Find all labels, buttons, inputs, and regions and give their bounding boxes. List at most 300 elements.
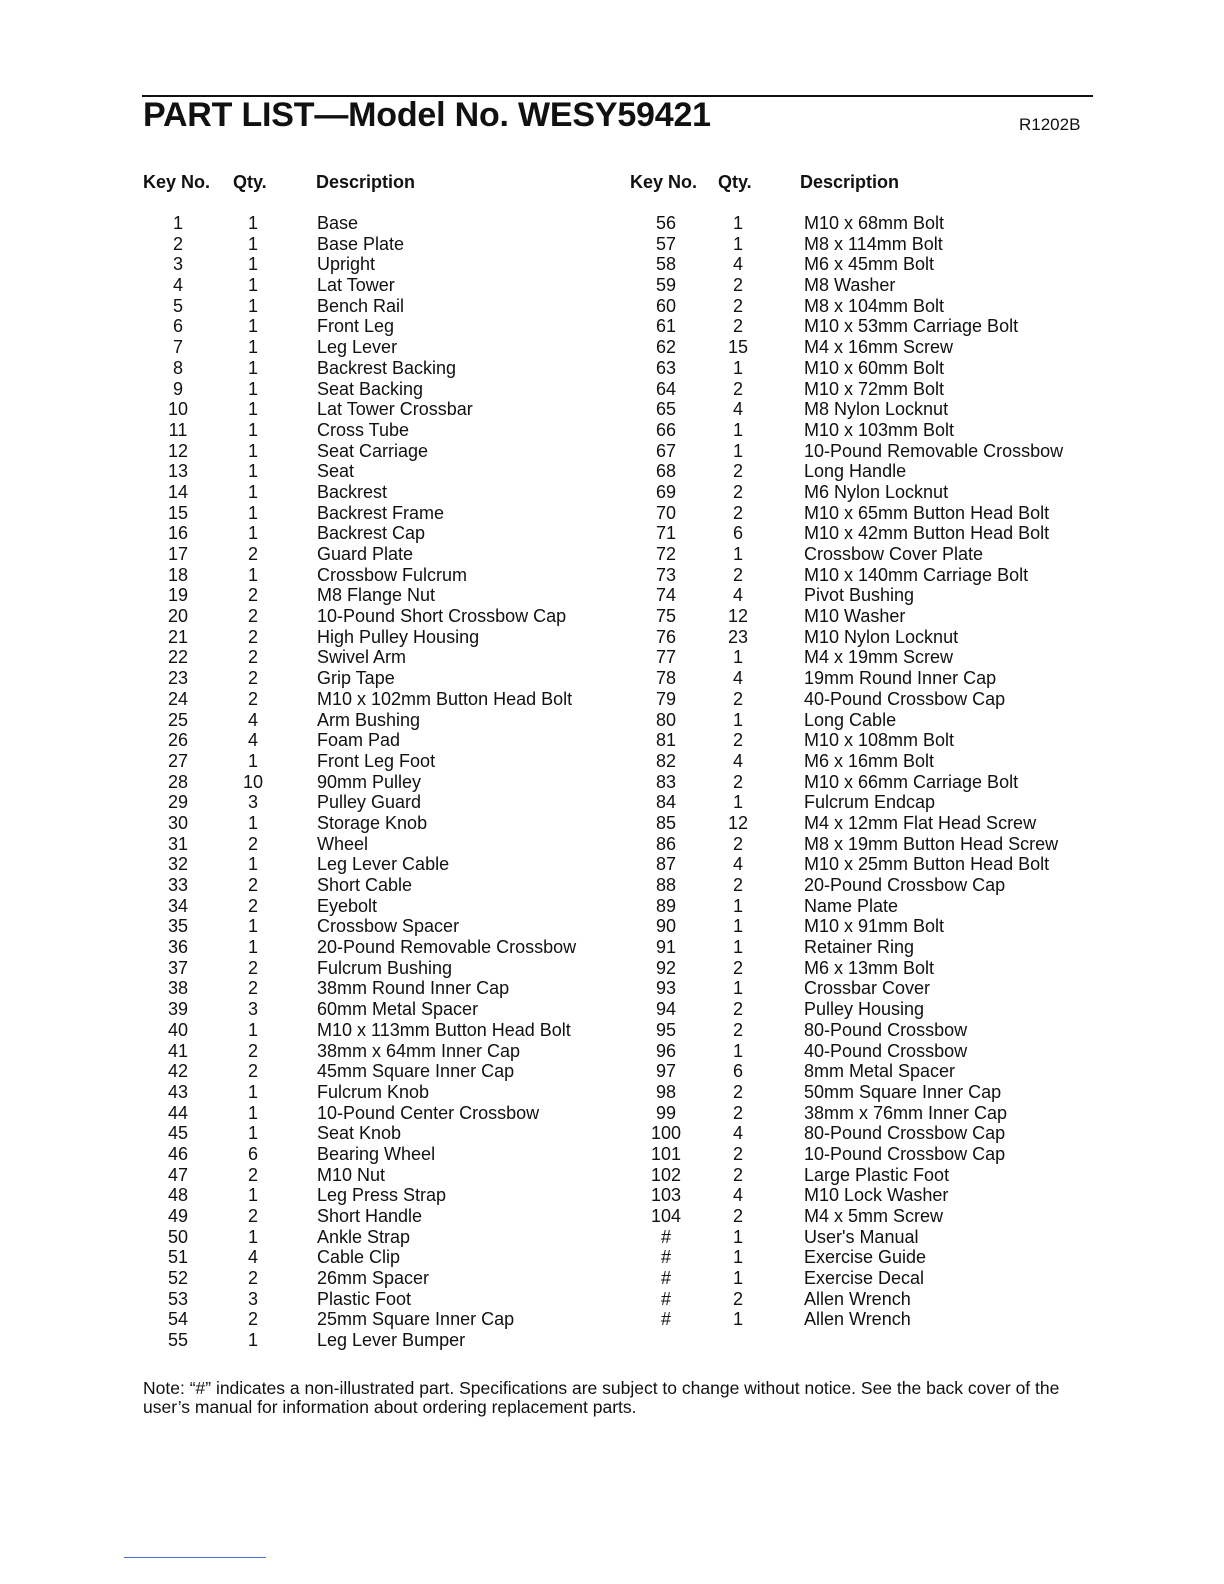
part-quantity: 2 [247, 1206, 258, 1226]
part-quantity: 2 [247, 647, 258, 668]
part-quantity: 2 [247, 1309, 258, 1330]
part-description: M10 x 60mm Bolt [804, 357, 945, 378]
part-quantity: 1 [732, 937, 743, 958]
right-key-header: Key No. [630, 172, 698, 192]
part-quantity: 1 [732, 1226, 743, 1247]
part-key-number: 68 [655, 461, 677, 482]
part-key-number: 79 [655, 688, 677, 709]
part-quantity: 2 [732, 378, 743, 399]
part-key-number: 97 [655, 1061, 677, 1082]
part-quantity: 4 [732, 585, 743, 606]
part-quantity: 4 [732, 750, 743, 771]
part-quantity: 1 [732, 1268, 743, 1289]
part-description: M10 x 91mm Bolt [804, 916, 945, 937]
part-quantity: 2 [732, 957, 743, 978]
part-key-number: 90 [655, 916, 677, 937]
part-quantity: 1 [247, 481, 258, 502]
part-description: M8 Nylon Locknut [804, 399, 949, 420]
part-quantity: 2 [732, 564, 743, 585]
part-key-number: # [660, 1309, 671, 1330]
part-key-number: 49 [167, 1206, 189, 1226]
part-description: 20-Pound Removable Crossbow [317, 937, 577, 958]
part-description: 10-Pound Short Crossbow Cap [317, 606, 567, 627]
part-key-number: 41 [167, 1040, 189, 1061]
part-key-number: 40 [167, 1019, 189, 1040]
part-key-number: 26 [167, 730, 189, 751]
part-quantity: 2 [247, 606, 258, 627]
part-key-number: 88 [655, 875, 677, 895]
part-quantity: 1 [732, 978, 743, 999]
part-key-number: 72 [655, 544, 677, 564]
part-description: Swivel Arm [317, 647, 407, 668]
part-description: M8 x 114mm Bolt [804, 233, 943, 254]
part-description: Crossbow Fulcrum [317, 564, 468, 585]
part-description: Fulcrum Endcap [804, 792, 936, 813]
part-key-number: 56 [655, 213, 677, 233]
part-description: Fulcrum Bushing [317, 957, 453, 978]
part-key-number: 7 [172, 337, 183, 358]
part-quantity: 2 [247, 1040, 258, 1061]
part-key-number: 103 [650, 1185, 682, 1206]
part-key-number: 58 [655, 254, 677, 275]
part-key-number: 43 [167, 1081, 189, 1102]
part-description: Name Plate [804, 895, 899, 916]
part-quantity: 2 [247, 688, 258, 709]
part-description: High Pulley Housing [317, 626, 480, 647]
part-quantity: 2 [247, 875, 258, 895]
part-key-number: 19 [167, 585, 189, 606]
part-description: M10 Lock Washer [804, 1185, 949, 1206]
part-key-number: 42 [167, 1061, 189, 1082]
part-quantity: 4 [732, 668, 743, 689]
part-description: Seat Knob [317, 1123, 402, 1144]
part-quantity: 1 [247, 1226, 258, 1247]
part-description: M10 x 140mm Carriage Bolt [804, 564, 1029, 585]
part-quantity: 1 [247, 1330, 258, 1351]
part-description: Backrest Backing [317, 357, 457, 378]
part-description: M8 x 19mm Button Head Screw [804, 833, 1059, 854]
part-description: M6 x 13mm Bolt [804, 957, 935, 978]
part-description: Eyebolt [317, 895, 378, 916]
part-description: 38mm x 76mm Inner Cap [804, 1102, 1008, 1123]
part-key-number: # [660, 1288, 671, 1309]
part-description: M10 x 68mm Bolt [804, 213, 945, 233]
part-quantity: 10 [242, 771, 264, 792]
part-quantity: 2 [247, 957, 258, 978]
part-description: Leg Lever [317, 337, 398, 358]
part-description: 60mm Metal Spacer [317, 999, 479, 1020]
part-quantity: 2 [732, 295, 743, 316]
part-quantity: 1 [247, 1102, 258, 1123]
part-description: M10 Nylon Locknut [804, 626, 959, 647]
part-quantity: 1 [247, 254, 258, 275]
part-key-number: 5 [172, 295, 183, 316]
part-key-number: 27 [167, 750, 189, 771]
part-key-number: 53 [167, 1288, 189, 1309]
part-quantity: 15 [727, 337, 749, 358]
part-key-number: 36 [167, 937, 189, 958]
part-quantity: 1 [247, 461, 258, 482]
part-quantity: 2 [732, 1143, 743, 1164]
part-description: Pivot Bushing [804, 585, 915, 606]
part-quantity: 3 [247, 999, 258, 1020]
part-key-number: 30 [167, 812, 189, 833]
part-description: 90mm Pulley [317, 771, 422, 792]
part-key-number: 17 [167, 544, 189, 564]
part-quantity: 2 [732, 833, 743, 854]
part-quantity: 2 [732, 481, 743, 502]
part-description: Storage Knob [317, 812, 428, 833]
part-description: Crossbar Cover [804, 978, 931, 999]
part-quantity: 4 [732, 254, 743, 275]
part-key-number: 80 [655, 709, 677, 730]
part-key-number: # [660, 1247, 671, 1268]
part-key-number: 28 [167, 771, 189, 792]
part-description: 80-Pound Crossbow Cap [804, 1123, 1006, 1144]
part-key-number: 86 [655, 833, 677, 854]
page-title: PART LIST—Model No. WESY59421 [143, 96, 711, 134]
part-quantity: 3 [247, 792, 258, 813]
part-description: M10 x 66mm Carriage Bolt [804, 771, 1019, 792]
part-key-number: 33 [167, 875, 189, 895]
part-quantity: 12 [727, 606, 749, 627]
part-description: 20-Pound Crossbow Cap [804, 875, 1006, 895]
part-quantity: 4 [247, 1247, 258, 1268]
part-quantity: 2 [732, 1206, 743, 1226]
part-quantity: 23 [727, 626, 749, 647]
part-key-number: 52 [167, 1268, 189, 1289]
part-key-number: 13 [167, 461, 189, 482]
part-description: 10-Pound Removable Crossbow [804, 440, 1064, 461]
part-quantity: 1 [247, 523, 258, 544]
part-description: User's Manual [804, 1226, 919, 1247]
part-description: M10 x 65mm Button Head Bolt [804, 502, 1050, 523]
part-quantity: 1 [247, 213, 258, 233]
part-key-number: 59 [655, 275, 677, 296]
part-description: Retainer Ring [804, 937, 915, 958]
part-quantity: 3 [247, 1288, 258, 1309]
part-description: 19mm Round Inner Cap [804, 668, 997, 689]
part-quantity: 1 [247, 502, 258, 523]
part-description: M8 x 104mm Bolt [804, 295, 945, 316]
part-key-number: 73 [655, 564, 677, 585]
part-key-number: 31 [167, 833, 189, 854]
part-quantity: 2 [732, 999, 743, 1020]
part-quantity: 1 [247, 357, 258, 378]
part-key-number: 29 [167, 792, 189, 813]
part-quantity: 1 [732, 792, 743, 813]
part-quantity: 4 [732, 1123, 743, 1144]
part-key-number: 9 [172, 378, 183, 399]
part-description: M6 x 45mm Bolt [804, 254, 935, 275]
part-description: M6 x 16mm Bolt [804, 750, 935, 771]
part-description: Seat [317, 461, 355, 482]
part-key-number: 4 [172, 275, 183, 296]
part-description: Allen Wrench [804, 1309, 911, 1330]
part-quantity: 2 [247, 668, 258, 689]
part-key-number: 47 [167, 1164, 189, 1185]
part-key-number: 75 [655, 606, 677, 627]
part-key-number: 98 [655, 1081, 677, 1102]
part-description: 40-Pound Crossbow [804, 1040, 968, 1061]
part-key-number: 37 [167, 957, 189, 978]
footnote: Note: “#” indicates a non-illustrated part. Specifications are subject to change without notice. See the back cover of the user’s manual for information about ordering replacement parts. [143, 1378, 1060, 1417]
part-description: 25mm Square Inner Cap [317, 1309, 515, 1330]
part-description: M4 x 16mm Screw [804, 337, 954, 358]
part-key-number: 95 [655, 1019, 677, 1040]
part-key-number: 61 [655, 316, 677, 337]
part-quantity: 2 [732, 730, 743, 751]
part-description: Lat Tower Crossbar [317, 399, 473, 420]
part-quantity: 1 [247, 275, 258, 296]
part-description: Long Cable [804, 709, 897, 730]
part-description: Front Leg Foot [317, 750, 436, 771]
part-description: M10 x 72mm Bolt [804, 378, 945, 399]
part-quantity: 2 [247, 978, 258, 999]
left-qty-header: Qty. [233, 172, 267, 192]
part-key-number: 20 [167, 606, 189, 627]
part-key-number: 10 [167, 399, 189, 420]
part-description: Upright [317, 254, 376, 275]
part-quantity: 2 [247, 895, 258, 916]
part-description: M6 Nylon Locknut [804, 481, 949, 502]
part-description: M10 x 108mm Bolt [804, 730, 955, 751]
part-description: 80-Pound Crossbow [804, 1019, 968, 1040]
part-quantity: 1 [247, 750, 258, 771]
part-quantity: 1 [732, 233, 743, 254]
part-key-number: 6 [172, 316, 183, 337]
part-description: Base Plate [317, 233, 405, 254]
part-quantity: 2 [732, 771, 743, 792]
part-key-number: 14 [167, 481, 189, 502]
part-key-number: 93 [655, 978, 677, 999]
part-description: Grip Tape [317, 668, 395, 689]
part-key-number: 70 [655, 502, 677, 523]
part-key-number: 48 [167, 1185, 189, 1206]
part-description: 45mm Square Inner Cap [317, 1061, 515, 1082]
part-key-number: 32 [167, 854, 189, 875]
part-quantity: 4 [247, 730, 258, 751]
part-key-number: 81 [655, 730, 677, 751]
part-key-number: 11 [168, 419, 188, 440]
part-description: M8 Flange Nut [317, 585, 436, 606]
part-description: Short Cable [317, 875, 413, 895]
part-description: Short Handle [317, 1206, 423, 1226]
part-description: Ankle Strap [317, 1226, 411, 1247]
part-quantity: 2 [247, 626, 258, 647]
part-quantity: 2 [247, 1061, 258, 1082]
part-description: Crossbow Cover Plate [804, 544, 984, 564]
part-key-number: 102 [650, 1164, 682, 1185]
part-quantity: 1 [732, 1247, 743, 1268]
part-key-number: 63 [655, 357, 677, 378]
part-quantity: 6 [732, 523, 743, 544]
part-description: Exercise Guide [804, 1247, 927, 1268]
part-quantity: 1 [247, 440, 258, 461]
part-description: Backrest [317, 481, 388, 502]
part-description: M10 x 113mm Button Head Bolt [317, 1019, 571, 1040]
part-quantity: 2 [732, 1288, 743, 1309]
part-quantity: 1 [732, 213, 743, 233]
part-quantity: 4 [732, 854, 743, 875]
part-quantity: 1 [247, 233, 258, 254]
part-quantity: 4 [732, 399, 743, 420]
part-description: M10 Washer [804, 606, 906, 627]
part-key-number: 78 [655, 668, 677, 689]
part-key-number: 35 [167, 916, 189, 937]
part-key-number: 57 [655, 233, 677, 254]
part-description: Base [317, 213, 359, 233]
part-description: 38mm Round Inner Cap [317, 978, 510, 999]
right-qty-header: Qty. [718, 172, 752, 192]
part-quantity: 2 [732, 1164, 743, 1185]
part-description: 26mm Spacer [317, 1268, 430, 1289]
part-quantity: 2 [247, 544, 258, 564]
right-description-header: Description [800, 172, 900, 192]
part-quantity: 1 [732, 709, 743, 730]
part-quantity: 1 [247, 1185, 258, 1206]
part-description: M10 x 25mm Button Head Bolt [804, 854, 1050, 875]
part-key-number: 22 [167, 647, 189, 668]
part-quantity: 4 [732, 1185, 743, 1206]
part-key-number: 92 [655, 957, 677, 978]
part-quantity: 1 [247, 295, 258, 316]
part-quantity: 1 [732, 647, 743, 668]
bottom-rule [124, 1557, 266, 1558]
part-description: M4 x 5mm Screw [804, 1206, 944, 1226]
part-key-number: 16 [167, 523, 189, 544]
part-key-number: 101 [650, 1143, 682, 1164]
part-key-number: 91 [655, 937, 677, 958]
part-description: M10 x 53mm Carriage Bolt [804, 316, 1019, 337]
part-quantity: 1 [732, 544, 743, 564]
part-quantity: 6 [732, 1061, 743, 1082]
part-key-number: # [660, 1226, 671, 1247]
part-key-number: 25 [167, 709, 189, 730]
part-quantity: 1 [247, 916, 258, 937]
part-description: Exercise Decal [804, 1268, 925, 1289]
part-description: Seat Backing [317, 378, 424, 399]
part-description: 10-Pound Center Crossbow [317, 1102, 540, 1123]
left-description-header: Description [316, 172, 416, 192]
part-description: Leg Lever Bumper [317, 1330, 466, 1351]
part-description: Long Handle [804, 461, 907, 482]
part-key-number: 24 [167, 688, 189, 709]
part-key-number: 34 [167, 895, 189, 916]
part-quantity: 1 [247, 1123, 258, 1144]
part-description: M4 x 12mm Flat Head Screw [804, 812, 1037, 833]
part-quantity: 1 [247, 419, 258, 440]
part-description: M8 Washer [804, 275, 896, 296]
part-key-number: 94 [655, 999, 677, 1020]
part-quantity: 1 [247, 1019, 258, 1040]
part-key-number: 89 [655, 895, 677, 916]
part-key-number: 12 [167, 440, 189, 461]
part-key-number: 46 [167, 1143, 189, 1164]
part-key-number: 84 [655, 792, 677, 813]
part-quantity: 1 [247, 854, 258, 875]
part-key-number: 96 [655, 1040, 677, 1061]
part-key-number: 45 [167, 1123, 189, 1144]
part-quantity: 1 [732, 419, 743, 440]
part-quantity: 2 [732, 502, 743, 523]
part-key-number: 74 [655, 585, 677, 606]
part-description: Foam Pad [317, 730, 401, 751]
part-quantity: 2 [732, 275, 743, 296]
part-description: Wheel [317, 833, 369, 854]
part-quantity: 1 [247, 337, 258, 358]
part-quantity: 6 [247, 1143, 258, 1164]
part-quantity: 1 [247, 399, 258, 420]
part-key-number: 65 [655, 399, 677, 420]
part-quantity: 1 [732, 1309, 743, 1330]
part-key-number: 87 [655, 854, 677, 875]
part-quantity: 2 [732, 1081, 743, 1102]
part-description: M4 x 19mm Screw [804, 647, 954, 668]
part-key-number: 51 [167, 1247, 189, 1268]
part-quantity: 2 [247, 1268, 258, 1289]
part-description: M10 x 102mm Button Head Bolt [317, 688, 573, 709]
part-description: Backrest Frame [317, 502, 445, 523]
part-key-number: 77 [655, 647, 677, 668]
part-key-number: 85 [655, 812, 677, 833]
part-quantity: 1 [247, 1081, 258, 1102]
part-quantity: 1 [732, 895, 743, 916]
part-key-number: 100 [650, 1123, 682, 1144]
part-key-number: 76 [655, 626, 677, 647]
part-quantity: 12 [727, 812, 749, 833]
part-description: Allen Wrench [804, 1288, 911, 1309]
part-description: Cross Tube [317, 419, 410, 440]
part-key-number: 44 [167, 1102, 189, 1123]
part-key-number: 64 [655, 378, 677, 399]
part-description: Bearing Wheel [317, 1143, 436, 1164]
part-key-number: 82 [655, 750, 677, 771]
part-quantity: 2 [247, 585, 258, 606]
part-key-number: 66 [655, 419, 677, 440]
part-quantity: 1 [247, 316, 258, 337]
part-key-number: 83 [655, 771, 677, 792]
part-description: 38mm x 64mm Inner Cap [317, 1040, 521, 1061]
part-description: Plastic Foot [317, 1288, 412, 1309]
part-quantity: 1 [732, 440, 743, 461]
part-key-number: 1 [172, 213, 183, 233]
part-description: Leg Lever Cable [317, 854, 450, 875]
part-description: Front Leg [317, 316, 395, 337]
part-description: Seat Carriage [317, 440, 429, 461]
part-description: M10 Nut [317, 1164, 386, 1185]
part-quantity: 1 [247, 378, 258, 399]
part-description: Backrest Cap [317, 523, 426, 544]
part-key-number: 62 [655, 337, 677, 358]
part-quantity: 2 [732, 316, 743, 337]
part-quantity: 2 [732, 1019, 743, 1040]
part-description: Guard Plate [317, 544, 414, 564]
revision-code: R1202B [1019, 115, 1081, 134]
part-key-number: 71 [655, 523, 677, 544]
part-description: Leg Press Strap [317, 1185, 447, 1206]
part-description: M10 x 42mm Button Head Bolt [804, 523, 1050, 544]
part-key-number: 104 [650, 1206, 682, 1226]
part-description: Fulcrum Knob [317, 1081, 430, 1102]
part-quantity: 1 [732, 916, 743, 937]
part-key-number: 2 [172, 233, 183, 254]
part-description: Lat Tower [317, 275, 395, 296]
part-quantity: 2 [247, 1164, 258, 1185]
part-quantity: 1 [732, 357, 743, 378]
part-quantity: 2 [732, 688, 743, 709]
part-description: 10-Pound Crossbow Cap [804, 1143, 1006, 1164]
